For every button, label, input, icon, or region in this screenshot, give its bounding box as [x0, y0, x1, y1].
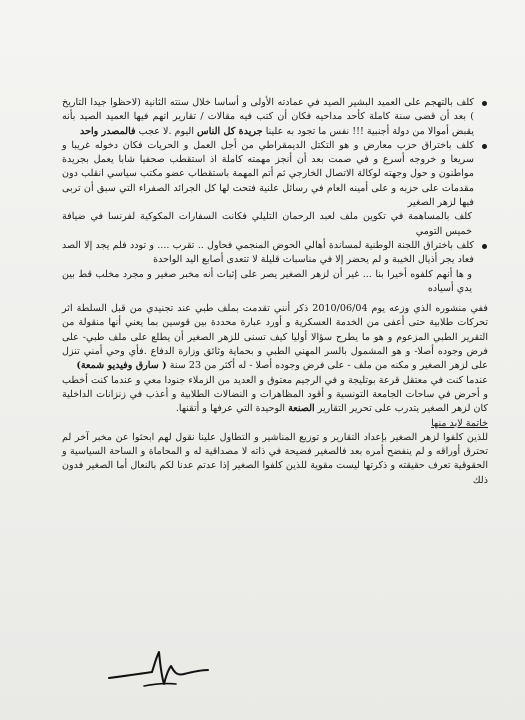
- bullet-icon: [482, 244, 487, 249]
- paragraph-5-text: ففي منشوره الذي وزعه يوم 2010/06/04 ذكر أنني تقدمت بملف طبي عند تجنيدي من قبل السلطة اثر تحركات طلابية حتى أعفى من الخدمة العسكرية و أورد عبارة محددة بين قوسين بما يعني أنها منقولة من التقرير الطبي المزعوم و هو ما يطرح سؤالا أوليا كيف تسنى للزهر الصغير أن يطلع على ملف طبي- على فرض وجوده أصلا- و هو المشمول بالسر المهني الطبي و بحماية وثائق وزارة الدفاع .فأي وحي أمني تنزل على لزهر الصغير و مكنه من ملف - على فرض وجوده أصلا - له أكثر من 23 سنة: [62, 303, 488, 372]
- paragraph-7-text: للذين كلفوا لزهر الصغير بإعداد التقارير و توزيع المناشير و التطاول علينا نقول لهم ابحثوا عن مخبر آخر لم تحترق أوراقه و لم ينفضح أمره بعد فالصغير فضيحة في ذاته لا مصداقية له و المحاماة و الساحة السياسية و الحقوقية تعرف حقيقته و ذكرتها ليست مقوية للذين كلفوا الصغير إذا عدتم عدنا لكم بالنعال أما الصغير فدون ذلك: [62, 431, 488, 486]
- paragraph-6-text-2: الوحيدة التي عرفها و أتقنها.: [175, 403, 289, 415]
- document-body: [62, 96, 488, 488]
- same-source-phrase: فالمصدر واحد: [80, 125, 136, 137]
- paragraph-4b-text: و ها أنهم كلفوه أخيرا بنا ... غير أن لزهر الصغير يصر على إثبات أنه مخبر صغير و مجرد مخلب قط بين يدي أسياده: [62, 268, 472, 294]
- paragraph-4b: [62, 268, 488, 297]
- paragraph-7: [62, 431, 488, 488]
- paragraph-1: [62, 96, 488, 139]
- handwritten-signature: [104, 648, 214, 698]
- paragraph-3-text: كلف بالمساهمة في تكوين ملف لعبد الرحمان التليلي فكانت السفارات المكوكية لفرنسا في ضيافة خميس التومي: [62, 211, 472, 237]
- paragraph-6-text: عندما كنت في معتقل قرعة بوتليجة و في الرجيم معتوق و العديد من الزملاء جنودا معي و عندما كنت أخطب و أحرض في ساحات الجامعة التونسية و أقود المظاهرات و النضالات الطلابية و أعذب في زنزانات الداخلية كان لزهر الصغير يتدرب على تحرير التقارير: [62, 374, 488, 415]
- conclusion-heading: خاتمة لابد منها: [431, 417, 488, 429]
- newspaper-name: جريدة كل الناس: [197, 125, 263, 137]
- bullet-icon: [482, 101, 487, 106]
- paragraph-5: [62, 302, 488, 373]
- paragraph-2: [62, 139, 488, 210]
- paragraph-3: [62, 210, 488, 239]
- paragraph-4-text: كلف باختراق اللجنة الوطنية لمساندة أهالي الحوض المنجمي فحاول .. تقرب .... و تودد فلم يجد إلا الصد فعاد يجر أذيال الخيبة و لم يحضر إلا في مناسبات قليلة لا تتعدى أصابع اليد الواحدة: [62, 239, 474, 266]
- craft-word: الصنعة: [288, 403, 315, 415]
- paragraph-6: [62, 374, 488, 417]
- paragraph-4: [62, 239, 488, 268]
- paragraph-5-bold: ( سارق وفيديو شمعة): [76, 360, 167, 372]
- bullet-icon: [482, 144, 487, 149]
- paragraph-1-text-2: اليوم .لا عجب: [135, 125, 198, 137]
- paragraph-1-text: كلف بالتهجم على العميد البشير الصيد في عمادته الأولى و أساسا خلال سنته الثانية (لاحظوا جيدا التاريخ ) بعد أن قضى سنة كاملة كأحد مداحيه فكان أن كتب فيه مقالات / تقارير اتهم فيها العميد الصيد بأنه يقبض أموالا من دولة أجنبية !!! نفس ما تجود به علينا: [62, 97, 474, 137]
- paragraph-2-text: كلف باختراق حزب معارض و هو التكتل الديمقراطي من أجل العمل و الحريات فكان دخوله غريبا و سريعا و خروجه أسرع و في صمت بعد أن أنجز مهمته كاملة اذ استقطب صحفيا شابا يعمل بجريدة مواطنون و حول وجهته لوكالة الاتصال الخارجي ثم أتم المهمة باستقطاب عضو مكتب سياسي انقلب دون مقدمات على حزبه و على أمينه العام في رسائل علنية فتحت لها كل الجرائد الصفراء التي سبق أن تربى فيها لزهر الصغير: [62, 139, 474, 209]
